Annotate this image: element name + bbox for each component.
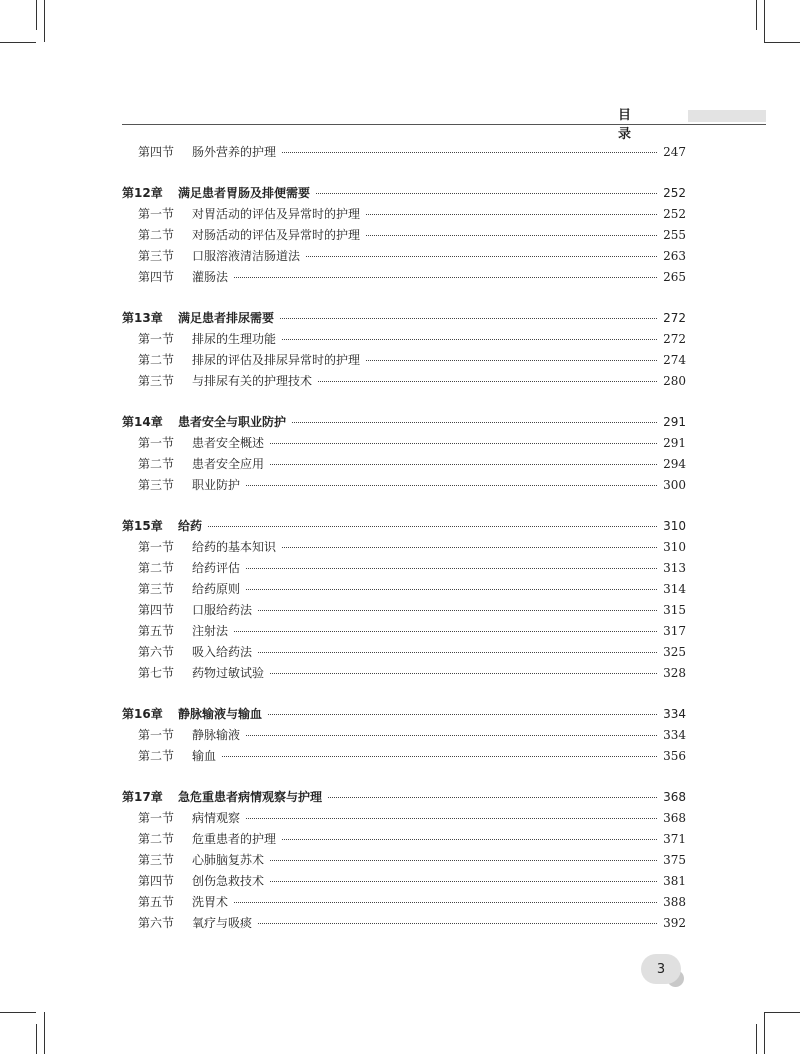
- section-page: 328: [663, 666, 686, 680]
- chapter-label: 第13章: [122, 311, 163, 325]
- section-title: 洗胃术: [192, 895, 229, 909]
- dot-leader: [246, 734, 657, 736]
- section-title: 静脉输液: [192, 728, 241, 742]
- section-label: 第七节: [138, 666, 175, 680]
- crop-mark: [44, 1012, 45, 1054]
- toc-section-entry[interactable]: [122, 850, 686, 871]
- section-title: 对肠活动的评估及异常时的护理: [192, 228, 361, 242]
- section-label: 第六节: [138, 916, 175, 930]
- dot-leader: [222, 755, 657, 757]
- toc-section-entry[interactable]: [122, 746, 686, 767]
- chapter-page: 252: [663, 186, 686, 200]
- dot-leader: [258, 651, 657, 653]
- dot-leader: [234, 276, 657, 278]
- toc-section-entry[interactable]: [122, 537, 686, 558]
- section-page: 247: [663, 145, 686, 159]
- crop-mark: [756, 1024, 757, 1054]
- section-page: 294: [663, 457, 686, 471]
- dot-leader: [270, 859, 657, 861]
- section-label: 第一节: [138, 332, 175, 346]
- section-page: 356: [663, 749, 686, 763]
- section-title: 注射法: [192, 624, 229, 638]
- section-page: 274: [663, 353, 686, 367]
- section-page: 291: [663, 436, 686, 450]
- section-label: 第二节: [138, 749, 175, 763]
- toc-section-entry[interactable]: [122, 621, 686, 642]
- section-title: 患者安全概述: [192, 436, 265, 450]
- toc-section-entry[interactable]: [122, 246, 686, 267]
- toc-chapter-group: [122, 412, 686, 496]
- section-label: 第五节: [138, 624, 175, 638]
- dot-leader: [282, 338, 657, 340]
- toc-chapter-entry[interactable]: [122, 308, 686, 329]
- crop-mark: [764, 42, 800, 43]
- crop-mark: [764, 0, 765, 42]
- crop-mark: [0, 1012, 36, 1013]
- section-page: 315: [663, 603, 686, 617]
- chapter-page: 291: [663, 415, 686, 429]
- section-page: 325: [663, 645, 686, 659]
- section-label: 第二节: [138, 561, 175, 575]
- dot-leader: [316, 192, 657, 194]
- section-title: 心肺脑复苏术: [192, 853, 265, 867]
- toc-section-entry[interactable]: [122, 433, 686, 454]
- section-label: 第六节: [138, 645, 175, 659]
- chapter-title: 急危重患者病情观察与护理: [178, 790, 323, 804]
- section-page: 314: [663, 582, 686, 596]
- dot-leader: [208, 525, 657, 527]
- crop-mark: [36, 0, 37, 30]
- toc-section-entry[interactable]: [122, 204, 686, 225]
- toc-section-entry[interactable]: [122, 475, 686, 496]
- toc-section-entry[interactable]: [122, 913, 686, 934]
- section-label: 第一节: [138, 728, 175, 742]
- toc-section-entry[interactable]: [122, 663, 686, 684]
- toc-section-entry[interactable]: [122, 350, 686, 371]
- toc-section-entry[interactable]: [122, 829, 686, 850]
- dot-leader: [246, 588, 657, 590]
- dot-leader: [246, 817, 657, 819]
- chapter-page: 272: [663, 311, 686, 325]
- section-title: 给药评估: [192, 561, 241, 575]
- section-page: 272: [663, 332, 686, 346]
- chapter-page: 334: [663, 707, 686, 721]
- section-label: 第三节: [138, 374, 175, 388]
- page-number-badge: [641, 954, 681, 984]
- section-page: 317: [663, 624, 686, 638]
- dot-leader: [246, 567, 657, 569]
- toc-section-entry[interactable]: [122, 808, 686, 829]
- crop-mark: [764, 1012, 800, 1013]
- section-page: 313: [663, 561, 686, 575]
- section-label: 第一节: [138, 207, 175, 221]
- toc-chapter-group: [122, 183, 686, 288]
- dot-leader: [246, 484, 657, 486]
- dot-leader: [282, 838, 657, 840]
- section-title: 职业防护: [192, 478, 241, 492]
- toc-chapter-entry[interactable]: [122, 183, 686, 204]
- chapter-label: 第14章: [122, 415, 163, 429]
- section-page: 368: [663, 811, 686, 825]
- section-title: 吸入给药法: [192, 645, 253, 659]
- dot-leader: [366, 234, 657, 236]
- section-title: 给药原则: [192, 582, 241, 596]
- header-bar: [688, 110, 766, 122]
- dot-leader: [318, 380, 657, 382]
- section-label: 第三节: [138, 853, 175, 867]
- section-label: 第三节: [138, 478, 175, 492]
- dot-leader: [280, 317, 657, 319]
- section-title: 病情观察: [192, 811, 241, 825]
- dot-leader: [282, 546, 657, 548]
- section-label: 第二节: [138, 457, 175, 471]
- section-title: 危重患者的护理: [192, 832, 277, 846]
- dot-leader: [366, 213, 657, 215]
- toc-chapter-entry[interactable]: [122, 704, 686, 725]
- section-label: 第二节: [138, 832, 175, 846]
- section-title: 口服给药法: [192, 603, 253, 617]
- toc-section-entry[interactable]: [122, 642, 686, 663]
- section-page: 310: [663, 540, 686, 554]
- dot-leader: [268, 713, 657, 715]
- crop-mark: [756, 0, 757, 30]
- section-label: 第一节: [138, 540, 175, 554]
- page-number: 3: [656, 961, 666, 977]
- section-label: 第一节: [138, 436, 175, 450]
- chapter-title: 患者安全与职业防护: [178, 415, 287, 429]
- toc-section-entry[interactable]: [122, 267, 686, 288]
- dot-leader: [270, 672, 657, 674]
- section-page: 371: [663, 832, 686, 846]
- section-label: 第三节: [138, 582, 175, 596]
- toc-section-entry[interactable]: [122, 454, 686, 475]
- crop-mark: [0, 42, 36, 43]
- dot-leader: [282, 151, 657, 153]
- table-of-contents: [122, 142, 686, 954]
- section-page: 392: [663, 916, 686, 930]
- toc-section-entry[interactable]: [122, 225, 686, 246]
- chapter-title: 满足患者胃肠及排便需要: [178, 186, 311, 200]
- section-label: 第二节: [138, 228, 175, 242]
- chapter-label: 第12章: [122, 186, 163, 200]
- page-header-title: 目 录: [618, 108, 650, 142]
- section-title: 灌肠法: [192, 270, 229, 284]
- chapter-label: 第15章: [122, 519, 163, 533]
- toc-section-entry[interactable]: [122, 142, 686, 163]
- toc-chapter-group: [122, 787, 686, 934]
- section-title: 与排尿有关的护理技术: [192, 374, 313, 388]
- section-page: 280: [663, 374, 686, 388]
- toc-section-entry[interactable]: [122, 871, 686, 892]
- section-title: 给药的基本知识: [192, 540, 277, 554]
- header-rule: [122, 124, 766, 125]
- toc-section-entry[interactable]: [122, 892, 686, 913]
- section-page: 381: [663, 874, 686, 888]
- dot-leader: [234, 630, 657, 632]
- section-page: 334: [663, 728, 686, 742]
- section-title: 排尿的生理功能: [192, 332, 277, 346]
- section-page: 255: [663, 228, 686, 242]
- section-page: 300: [663, 478, 686, 492]
- section-page: 375: [663, 853, 686, 867]
- section-title: 氧疗与吸痰: [192, 916, 253, 930]
- toc-section-entry[interactable]: [122, 558, 686, 579]
- dot-leader: [306, 255, 657, 257]
- section-label: 第一节: [138, 811, 175, 825]
- section-page: 388: [663, 895, 686, 909]
- section-title: 输血: [192, 749, 217, 763]
- dot-leader: [270, 442, 657, 444]
- section-title: 肠外营养的护理: [192, 145, 277, 159]
- toc-top-group: [122, 142, 686, 163]
- section-label: 第二节: [138, 353, 175, 367]
- section-label: 第四节: [138, 874, 175, 888]
- chapter-page: 310: [663, 519, 686, 533]
- toc-section-entry[interactable]: [122, 329, 686, 350]
- chapter-label: 第17章: [122, 790, 163, 804]
- section-title: 排尿的评估及排尿异常时的护理: [192, 353, 361, 367]
- section-title: 药物过敏试验: [192, 666, 265, 680]
- section-title: 对胃活动的评估及异常时的护理: [192, 207, 361, 221]
- section-page: 265: [663, 270, 686, 284]
- section-label: 第三节: [138, 249, 175, 263]
- dot-leader: [292, 421, 657, 423]
- chapter-label: 第16章: [122, 707, 163, 721]
- dot-leader: [258, 609, 657, 611]
- section-title: 患者安全应用: [192, 457, 265, 471]
- dot-leader: [234, 901, 657, 903]
- toc-chapter-group: [122, 308, 686, 392]
- section-page: 252: [663, 207, 686, 221]
- toc-chapter-group: [122, 704, 686, 767]
- section-label: 第五节: [138, 895, 175, 909]
- section-title: 创伤急救技术: [192, 874, 265, 888]
- section-page: 263: [663, 249, 686, 263]
- dot-leader: [258, 922, 657, 924]
- toc-chapter-entry[interactable]: [122, 787, 686, 808]
- dot-leader: [328, 796, 657, 798]
- toc-section-entry[interactable]: [122, 579, 686, 600]
- dot-leader: [270, 880, 657, 882]
- chapter-page: 368: [663, 790, 686, 804]
- section-label: 第四节: [138, 145, 175, 159]
- crop-mark: [36, 1024, 37, 1054]
- dot-leader: [366, 359, 657, 361]
- toc-chapter-entry[interactable]: [122, 516, 686, 537]
- crop-mark: [44, 0, 45, 42]
- chapter-title: 满足患者排尿需要: [178, 311, 275, 325]
- crop-mark: [764, 1012, 765, 1054]
- section-title: 口服溶液清洁肠道法: [192, 249, 301, 263]
- section-label: 第四节: [138, 603, 175, 617]
- toc-chapter-group: [122, 516, 686, 684]
- chapter-title: 给药: [178, 519, 203, 533]
- chapter-title: 静脉输液与输血: [178, 707, 263, 721]
- toc-section-entry[interactable]: [122, 371, 686, 392]
- toc-chapter-entry[interactable]: [122, 412, 686, 433]
- dot-leader: [270, 463, 657, 465]
- section-label: 第四节: [138, 270, 175, 284]
- toc-section-entry[interactable]: [122, 600, 686, 621]
- toc-section-entry[interactable]: [122, 725, 686, 746]
